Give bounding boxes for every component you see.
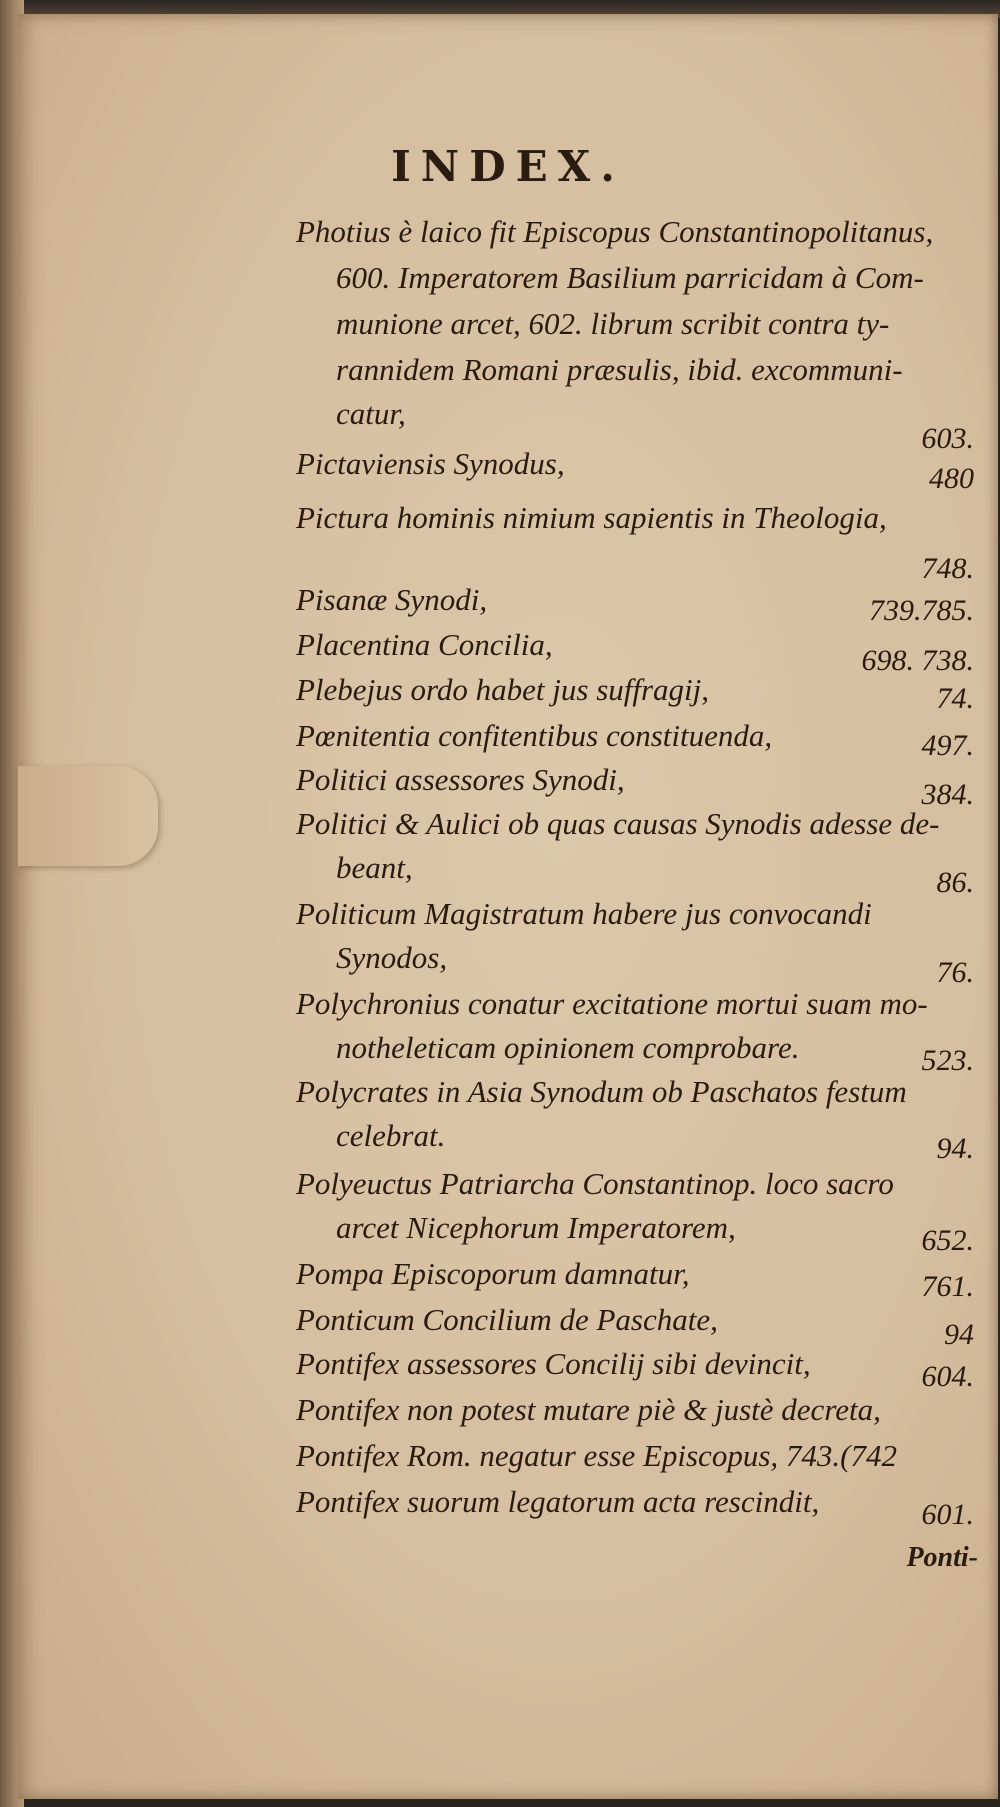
entry-continuation-line: rannidem Romani præsulis, ibid. excommuni-	[336, 352, 903, 387]
page-reference: 601.	[921, 1498, 974, 1531]
entry-continuation-line: arcet Nicephorum Imperatorem,	[336, 1210, 736, 1245]
entry-headword-line: Polyeuctus Patriarcha Constantinop. loco sacro	[296, 1166, 894, 1201]
entry-headword-line: Pictura hominis nimium sapientis in Theologia,	[296, 500, 887, 535]
page-reference: 698. 738.	[861, 644, 974, 677]
entry-headword-line: Pisanæ Synodi,	[296, 582, 488, 617]
entry-headword-line: Photius è laico fit Episcopus Constantinopolitanus,	[296, 214, 934, 249]
entry-headword-line: Ponticum Concilium de Paschate,	[296, 1302, 718, 1337]
entry-headword-line: Plebejus ordo habet jus suffragij,	[296, 672, 710, 707]
page-reference: 523.	[921, 1044, 974, 1077]
entry-headword-line: Placentina Concilia,	[296, 627, 553, 662]
page-reference: 74.	[936, 682, 974, 715]
page-reference: 604.	[921, 1360, 974, 1393]
catchword: Ponti-	[906, 1542, 978, 1573]
page-reference: 748.	[921, 552, 974, 585]
page-reference: 739.785.	[869, 594, 974, 627]
entry-headword-line: Pictaviensis Synodus,	[296, 446, 565, 481]
entry-headword-line: Politici & Aulici ob quas causas Synodis adesse de-	[296, 806, 940, 841]
entry-headword-line: Politici assessores Synodi,	[296, 762, 625, 797]
page-reference: 497.	[921, 729, 974, 762]
entry-headword-line: Politicum Magistratum habere jus convocandi	[296, 896, 872, 931]
page-reference: 94.	[936, 1132, 974, 1165]
book-page	[18, 14, 998, 1799]
entry-continuation-line: celebrat.	[336, 1118, 446, 1153]
entry-headword-line: Polychronius conatur excitatione mortui suam mo-	[296, 986, 928, 1021]
entry-continuation-line: munione arcet, 602. librum scribit contra ty-	[336, 306, 890, 341]
page-reference: 603.	[921, 422, 974, 455]
page-reference: 94	[944, 1318, 974, 1351]
entry-headword-line: Pontifex assessores Concilij sibi devincit,	[296, 1346, 811, 1381]
entry-headword-line: Pompa Episcoporum damnatur,	[296, 1256, 690, 1291]
page-reference: 86.	[936, 866, 974, 899]
entry-continuation-line: catur,	[336, 396, 406, 431]
entry-headword-line: Polycrates in Asia Synodum ob Paschatos festum	[296, 1074, 907, 1109]
entry-continuation-line: 600. Imperatorem Basilium parricidam à Com-	[336, 260, 924, 295]
page-reference: 76.	[936, 956, 974, 989]
page-fold	[18, 766, 158, 866]
entry-continuation-line: Synodos,	[336, 940, 448, 975]
page-reference: 384.	[921, 778, 974, 811]
entry-headword-line: Pontifex suorum legatorum acta rescindit,	[296, 1484, 820, 1519]
page-reference: 480	[929, 462, 974, 495]
entry-headword-line: Pontifex non potest mutare piè & justè decreta,	[296, 1392, 881, 1427]
entry-headword-line: Pontifex Rom. negatur esse Episcopus, 743.(742	[296, 1438, 897, 1473]
page-reference: 652.	[921, 1224, 974, 1257]
page-reference: 761.	[921, 1270, 974, 1303]
entry-continuation-line: notheleticam opinionem comprobare.	[336, 1030, 800, 1065]
entry-headword-line: Pœnitentia confitentibus constituenda,	[296, 718, 773, 753]
page-header: INDEX.	[391, 142, 625, 191]
entry-continuation-line: beant,	[336, 850, 413, 885]
